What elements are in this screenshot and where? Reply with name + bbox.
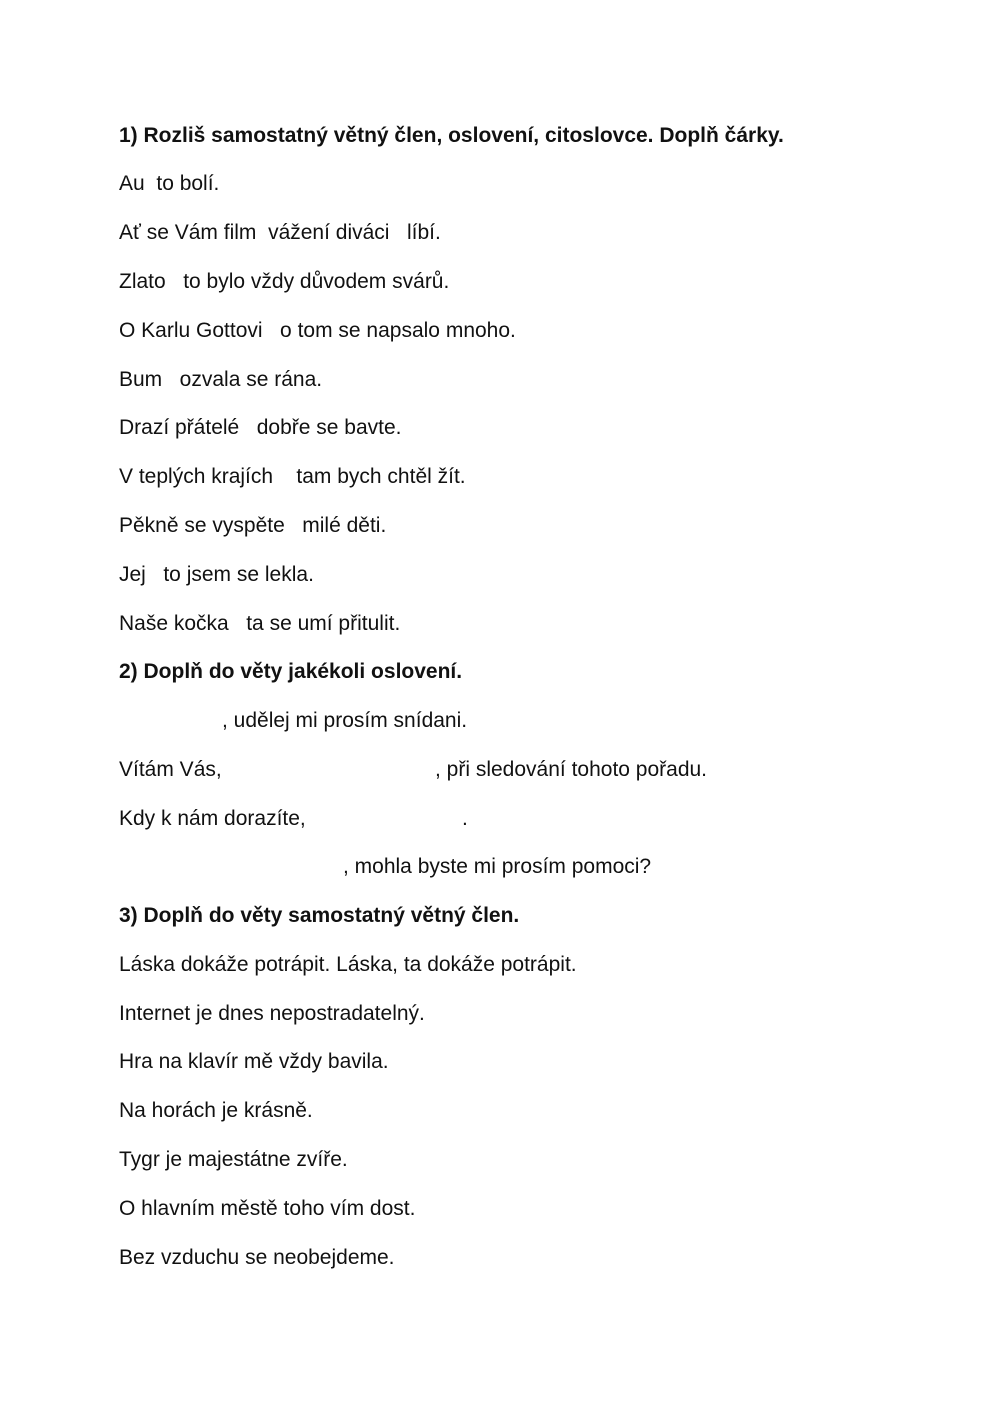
section1-sentence: Zlato to bylo vždy důvodem svárů. <box>119 270 450 293</box>
section3-sentence: Internet je dnes nepostradatelný. <box>119 1002 425 1025</box>
section1-sentence: Naše kočka ta se umí přitulit. <box>119 612 401 635</box>
section1-sentence: Jej to jsem se lekla. <box>119 563 314 586</box>
section3-sentence: Bez vzduchu se neobejdeme. <box>119 1246 395 1269</box>
section2-heading: 2) Doplň do věty jakékoli oslovení. <box>119 660 463 683</box>
section3-sentence: Tygr je majestátne zvíře. <box>119 1148 348 1171</box>
section1-sentence: Ať se Vám film vážení diváci líbí. <box>119 221 441 244</box>
section3-sentence: Láska dokáže potrápit. Láska, ta dokáže potrápit. <box>119 953 577 976</box>
section2-sentence-2-start: Vítám Vás, <box>119 758 222 781</box>
section2-sentence-2-end: , při sledování tohoto pořadu. <box>435 758 708 781</box>
section3-sentence: Na horách je krásně. <box>119 1099 313 1122</box>
section3-sentence: Hra na klavír mě vždy bavila. <box>119 1050 389 1073</box>
section1-sentence: Pěkně se vyspěte milé děti. <box>119 514 387 537</box>
section1-sentence: Au to bolí. <box>119 172 220 195</box>
section2-sentence-3-start: Kdy k nám dorazíte, <box>119 807 306 830</box>
section3-heading: 3) Doplň do věty samostatný větný člen. <box>119 904 520 927</box>
section2-sentence-1: , udělej mi prosím snídani. <box>222 709 468 732</box>
section1-heading: 1) Rozliš samostatný větný člen, oslovení, citoslovce. Doplň čárky. <box>119 124 784 147</box>
section1-sentence: V teplých krajích tam bych chtěl žít. <box>119 465 466 488</box>
section1-sentence: O Karlu Gottovi o tom se napsalo mnoho. <box>119 319 516 342</box>
section2-sentence-3-end: . <box>462 807 468 830</box>
section2-sentence-4: , mohla byste mi prosím pomoci? <box>343 855 652 878</box>
section1-sentence: Drazí přátelé dobře se bavte. <box>119 416 402 439</box>
section1-sentence: Bum ozvala se rána. <box>119 368 323 391</box>
section3-sentence: O hlavním městě toho vím dost. <box>119 1197 416 1220</box>
